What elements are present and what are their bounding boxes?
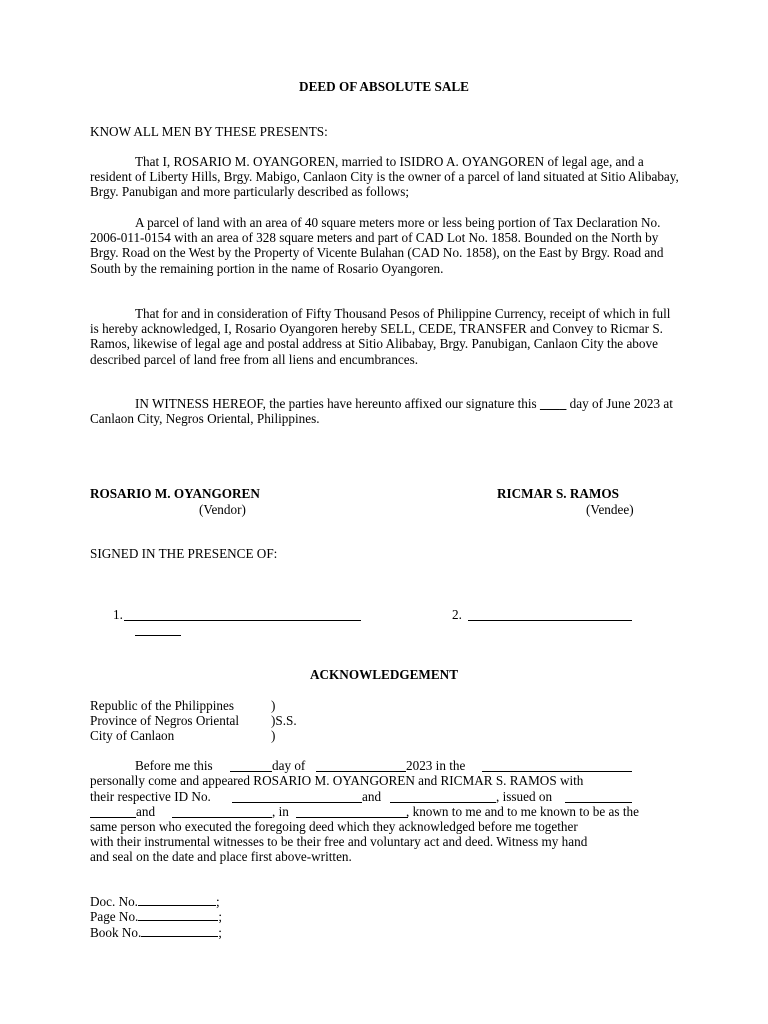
venue-city: City of Canlaon <box>90 728 175 743</box>
ack-month-blank <box>316 771 406 772</box>
vendee-name: RICMAR S. RAMOS <box>497 486 619 501</box>
ack-known-text: , known to me and to me known to be as the <box>406 804 639 819</box>
venue-mark-ss: )S.S. <box>271 713 297 728</box>
ack-issued-on: , issued on <box>496 789 553 804</box>
book-no-blank <box>141 924 218 937</box>
doc-no-blank <box>138 893 216 906</box>
land-description-paragraph: A parcel of land with an area of 40 square meters more or less being portion of Tax Declaration No. 2006-011-0154 with an area of 328 square meters and part of CAD Lot No. 1858. Bounded on the North by Brgy. Road on the West by the Property of Vicente Bulahan (CAD No. 1858), on the East by Brgy. Road and South by the remaining portion in the name of Rosario Oyangoren. <box>90 215 667 276</box>
ack-id-text: their respective ID No. <box>90 789 211 804</box>
vendee-role: (Vendee) <box>586 502 634 517</box>
ack-before-me: Before me this <box>135 758 213 773</box>
ack-id-blank-1 <box>232 802 362 803</box>
acknowledgement-title: ACKNOWLEDGEMENT <box>309 667 458 682</box>
ack-same-person-line: same person who executed the foregoing deed which they acknowledged before me together <box>90 819 578 834</box>
witness-1-signature-line-cont <box>135 635 181 636</box>
ack-day-of: day of <box>272 758 306 773</box>
consideration-paragraph: That for and in consideration of Fifty Thousand Pesos of Philippine Currency, receipt of which in full is hereby acknowledged, I, Rosario Oyangoren hereby SELL, CEDE, TRANSFER and Convey to Ricmar S. Ramos, likewise of legal age and postal address at Sitio Alibabay, Brgy. Panubigan, Canlaon City the above described parcel of land free from all liens and encumbrances. <box>90 306 674 367</box>
ownership-paragraph: That I, ROSARIO M. OYANGOREN, married to ISIDRO A. OYANGOREN of legal age, and a resident of Liberty Hills, Brgy. Mabigo, Canlaon City is the owner of a parcel of land situated at Sitio Alibabay, Brgy. Panubigan and more particularly described as follows; <box>90 154 683 200</box>
page-no-label: Page No. <box>90 909 139 924</box>
ack-id-and: and <box>362 789 382 804</box>
page-no-semicolon: ; <box>218 909 223 924</box>
vendor-role: (Vendor) <box>199 502 246 517</box>
ack-seal-line: and seal on the date and place first above-written. <box>90 849 352 864</box>
deed-title: DEED OF ABSOLUTE SALE <box>299 79 469 94</box>
book-no-label: Book No. <box>90 925 142 940</box>
venue-province: Province of Negros Oriental <box>90 713 240 728</box>
venue-republic: Republic of the Philippines <box>90 698 234 713</box>
ack-in: , in <box>272 804 289 819</box>
venue-mark-1: ) <box>271 698 276 713</box>
ack-year-in: 2023 in the <box>406 758 466 773</box>
page-no-field <box>90 908 222 925</box>
ack-issued-date-blank <box>565 802 632 803</box>
doc-no-label: Doc. No. <box>90 894 138 909</box>
ack-date-blank-2 <box>172 817 272 818</box>
book-no-field <box>90 924 222 941</box>
ack-id-blank-2 <box>390 802 496 803</box>
ack-place-blank <box>482 771 632 772</box>
ack-free-act-line: with their instrumental witnesses to be their free and voluntary act and deed. Witness my hand <box>90 834 588 849</box>
ack-and-2: and <box>136 804 156 819</box>
venue-mark-3: ) <box>271 728 276 743</box>
witness-clause-paragraph <box>90 396 680 426</box>
ack-appeared-line: personally come and appeared ROSARIO M. OYANGOREN and RICMAR S. RAMOS with <box>90 773 584 788</box>
witness-2-signature-line <box>468 620 632 621</box>
ack-day-blank <box>230 771 272 772</box>
book-no-semicolon: ; <box>218 925 222 940</box>
page-no-blank <box>138 908 218 921</box>
witness-2-number: 2. <box>452 607 462 622</box>
doc-no-semicolon: ; <box>215 894 220 909</box>
know-all-heading: KNOW ALL MEN BY THESE PRESENTS: <box>90 124 328 139</box>
witness-clause-text-b: day of June 2023 at Canlaon City, Negros Oriental, Philippines. <box>90 396 677 427</box>
signed-presence-heading: SIGNED IN THE PRESENCE OF: <box>90 546 278 561</box>
signature-day-blank: ____ <box>539 396 567 411</box>
witness-clause-text-a: IN WITNESS HEREOF, the parties have hereunto affixed our signature this <box>135 396 540 411</box>
ack-place-blank-2 <box>296 817 408 818</box>
vendor-name: ROSARIO M. OYANGOREN <box>90 486 260 501</box>
witness-1-number: 1. <box>113 607 123 622</box>
witness-1-signature-line <box>124 620 361 621</box>
ack-issued-date-blank-cont <box>90 817 136 818</box>
